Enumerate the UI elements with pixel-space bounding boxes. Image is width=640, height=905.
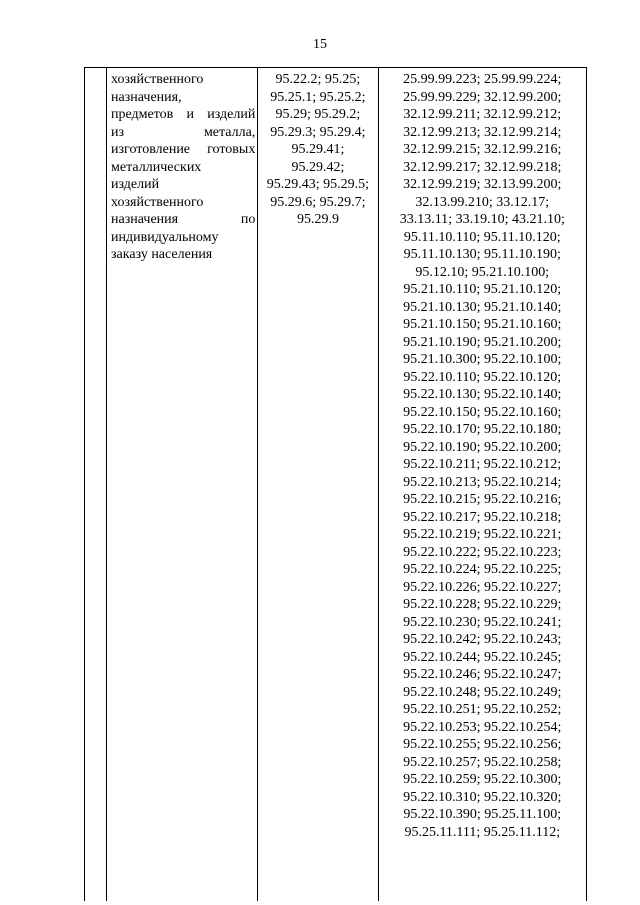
okpd-code-line: 95.11.10.130; 95.11.10.190;: [403, 247, 561, 262]
okpd-code-line: 95.22.10.230; 95.22.10.241;: [403, 614, 562, 630]
activity-name-word: изделий: [111, 177, 160, 192]
okpd-code-line: 95.22.10.255; 95.22.10.256;: [403, 737, 562, 752]
activity-name-line: [111, 71, 255, 89]
activity-name-word: индивидуальному: [111, 229, 219, 245]
okpd-code-line: 95.22.10.213; 95.22.10.214;: [403, 474, 562, 490]
activity-name-word: металлических: [111, 159, 202, 175]
okpd-code-line: 25.99.99.223; 25.99.99.224;: [403, 72, 562, 87]
activity-name-word: по: [240, 212, 256, 227]
activity-name-line: [111, 141, 255, 159]
okpd-code-line: 95.22.10.219; 95.22.10.221;: [403, 527, 562, 542]
activity-name-line: [111, 124, 255, 142]
okpd-code-line: 95.11.10.110; 95.11.10.120;: [403, 229, 561, 245]
activity-name-word: из: [111, 124, 125, 140]
activity-name-word: металла,: [203, 124, 256, 140]
activity-name-word: заказу населения: [111, 247, 213, 262]
okpd-code-line: 95.22.10.251; 95.22.10.252;: [403, 702, 562, 717]
activity-name-word: изделий: [207, 107, 256, 122]
okpd-code-line: 95.22.10.244; 95.22.10.245;: [403, 649, 562, 665]
okpd-code-line: 32.13.99.210; 33.12.17;: [415, 194, 550, 210]
okved-code-line: 95.29.41;: [291, 142, 345, 157]
okpd-code-line: 95.22.10.110; 95.22.10.120;: [403, 369, 562, 385]
okved-code-line: 95.22.2; 95.25;: [275, 72, 361, 87]
okpd-code-line: 95.22.10.211; 95.22.10.212;: [403, 457, 562, 472]
okved-code-line: 95.29.43; 95.29.5;: [266, 177, 370, 192]
okved-code-line: 95.29; 95.29.2;: [275, 107, 361, 122]
row-index-cell: [85, 68, 107, 902]
activity-name-word: назначения: [111, 212, 179, 227]
okpd-code-line: 95.12.10; 95.21.10.100;: [415, 264, 550, 280]
table-row: [85, 68, 587, 902]
activity-name-cell: [107, 68, 258, 902]
activity-name-word: хозяйственного: [111, 194, 204, 210]
okpd-code-line: 33.13.11; 33.19.10; 43.21.10;: [399, 212, 565, 227]
okpd-code-line: 95.22.10.310; 95.22.10.320;: [403, 789, 562, 805]
okpd-code-line: 95.21.10.190; 95.21.10.200;: [403, 334, 562, 350]
activity-name-word: готовых: [207, 142, 256, 157]
okpd-code-line: 95.22.10.248; 95.22.10.249;: [403, 684, 562, 700]
okpd-code-line: 32.12.99.219; 32.13.99.200;: [403, 177, 562, 192]
okpd-code-line: 95.21.10.150; 95.21.10.160;: [403, 317, 562, 332]
okved-code-line: 95.29.3; 95.29.4;: [270, 124, 366, 140]
okpd-code-line: 95.22.10.170; 95.22.10.180;: [403, 422, 562, 437]
okpd-code-line: 95.22.10.150; 95.22.10.160;: [403, 404, 562, 420]
okpd-code-line: 95.22.10.246; 95.22.10.247;: [403, 667, 562, 682]
okpd-code-line: 32.12.99.213; 32.12.99.214;: [403, 124, 562, 140]
okpd-code-line: 25.99.99.229; 32.12.99.200;: [403, 89, 562, 105]
okpd-code-line: 95.22.10.190; 95.22.10.200;: [403, 439, 562, 455]
activity-name-word: хозяйственного: [111, 72, 204, 87]
okpd-code-line: 95.22.10.253; 95.22.10.254;: [403, 719, 562, 735]
okpd-code-line: 32.12.99.215; 32.12.99.216;: [403, 142, 562, 157]
okpd-code-line: 95.22.10.390; 95.25.11.100;: [403, 807, 562, 822]
activity-name-line: [111, 194, 255, 212]
activity-name-line: [111, 106, 255, 124]
okved-codes-cell: [258, 68, 378, 902]
okpd-code-line: 95.22.10.242; 95.22.10.243;: [403, 632, 562, 647]
okved-code-line: 95.29.9: [296, 212, 339, 227]
activity-name-line: [111, 159, 255, 177]
okved-code-line: 95.25.1; 95.25.2;: [270, 89, 366, 105]
activity-name-line: [111, 89, 255, 107]
activity-name-line: [111, 246, 255, 264]
okpd-code-line: 95.21.10.110; 95.21.10.120;: [403, 282, 562, 297]
page-number: 15: [313, 37, 327, 52]
okpd-code-line: 32.12.99.217; 32.12.99.218;: [403, 159, 562, 175]
okpd-code-line: 95.22.10.222; 95.22.10.223;: [403, 544, 562, 560]
activity-name-word: назначения,: [111, 89, 182, 105]
okpd-code-line: 95.22.10.130; 95.22.10.140;: [403, 387, 562, 402]
activity-name-line: [111, 211, 255, 229]
okved-code-line: 95.29.42;: [291, 159, 345, 175]
okpd-code-line: 95.22.10.226; 95.22.10.227;: [403, 579, 562, 595]
okpd-code-line: 95.22.10.228; 95.22.10.229;: [403, 597, 562, 612]
classification-table: [84, 67, 587, 901]
okpd-codes-cell: [378, 68, 586, 902]
activity-name-word: и: [186, 107, 195, 122]
okpd-code-line: 95.22.10.217; 95.22.10.218;: [403, 509, 562, 525]
okpd-code-line: 95.22.10.259; 95.22.10.300;: [403, 772, 562, 787]
activity-name-word: изготовление: [111, 142, 191, 157]
activity-name-line: [111, 176, 255, 194]
okpd-code-line: 95.22.10.224; 95.22.10.225;: [403, 562, 562, 577]
okpd-code-line: 95.22.10.257; 95.22.10.258;: [403, 754, 562, 770]
okpd-code-line: 95.22.10.215; 95.22.10.216;: [403, 492, 562, 507]
okpd-code-line: 32.12.99.211; 32.12.99.212;: [403, 107, 562, 122]
activity-name-word: предметов: [111, 107, 174, 122]
okpd-code-line: 95.25.11.111; 95.25.11.112;: [404, 824, 561, 840]
okved-code-line: 95.29.6; 95.29.7;: [270, 194, 366, 210]
okpd-code-line: 95.21.10.300; 95.22.10.100;: [403, 352, 562, 367]
activity-name-line: [111, 229, 255, 247]
okpd-code-line: 95.21.10.130; 95.21.10.140;: [403, 299, 562, 315]
